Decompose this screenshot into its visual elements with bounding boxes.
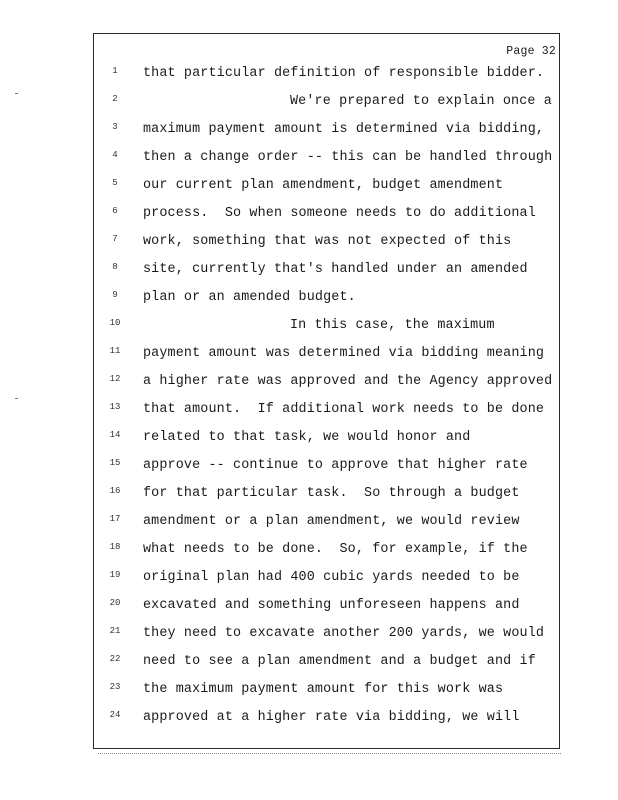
- line-text: original plan had 400 cubic yards needed to be: [143, 570, 520, 585]
- transcript-line: [100, 682, 560, 702]
- line-number: 18: [109, 542, 121, 552]
- line-number: 21: [109, 626, 121, 636]
- line-number: 9: [112, 290, 118, 300]
- transcript-line: [100, 66, 560, 86]
- line-text: process. So when someone needs to do additional: [143, 206, 536, 221]
- line-text: work, something that was not expected of this: [143, 234, 512, 249]
- transcript-line: [100, 178, 560, 198]
- transcript-line: [100, 626, 560, 646]
- line-number: 13: [109, 402, 121, 412]
- line-number: 3: [112, 122, 118, 132]
- transcript-line: [100, 486, 560, 506]
- transcript-line: [100, 318, 560, 338]
- line-text: plan or an amended budget.: [143, 290, 356, 305]
- line-text: our current plan amendment, budget amendment: [143, 178, 504, 193]
- transcript-line: [100, 94, 560, 114]
- line-text: related to that task, we would honor and: [143, 430, 471, 445]
- line-number: 11: [109, 346, 121, 356]
- line-number: 19: [109, 570, 121, 580]
- transcript-line: [100, 206, 560, 226]
- transcript-line: [100, 346, 560, 366]
- transcript-line: [100, 598, 560, 618]
- transcript-line: [100, 290, 560, 310]
- line-text: In this case, the maximum: [290, 318, 495, 333]
- line-text: We're prepared to explain once a: [290, 94, 552, 109]
- line-number: 16: [109, 486, 121, 496]
- transcript-line: [100, 514, 560, 534]
- transcript-line: [100, 654, 560, 674]
- line-text: they need to excavate another 200 yards, we would: [143, 626, 545, 641]
- line-number: 17: [109, 514, 121, 524]
- line-text: then a change order -- this can be handled through: [143, 150, 553, 165]
- line-text: the maximum payment amount for this work was: [143, 682, 504, 697]
- transcript-line: [100, 570, 560, 590]
- transcript-line: [100, 430, 560, 450]
- line-text: that amount. If additional work needs to be done: [143, 402, 545, 417]
- transcript-line: [100, 122, 560, 142]
- margin-mark: [15, 398, 18, 399]
- transcript-line: [100, 374, 560, 394]
- line-number: 12: [109, 374, 121, 384]
- line-number: 4: [112, 150, 118, 160]
- line-text: maximum payment amount is determined via bidding,: [143, 122, 545, 137]
- line-number: 1: [112, 66, 118, 76]
- line-text: what needs to be done. So, for example, if the: [143, 542, 528, 557]
- line-number: 15: [109, 458, 121, 468]
- transcript-line: [100, 402, 560, 422]
- transcript-line: [100, 234, 560, 254]
- line-text: approved at a higher rate via bidding, we will: [143, 710, 520, 725]
- line-text: a higher rate was approved and the Agency approved: [143, 374, 553, 389]
- page-number: Page 32: [506, 45, 556, 58]
- line-number: 24: [109, 710, 121, 720]
- transcript-line: [100, 458, 560, 478]
- line-number: 23: [109, 682, 121, 692]
- transcript-line: [100, 542, 560, 562]
- line-number: 22: [109, 654, 121, 664]
- margin-mark: [15, 93, 18, 94]
- line-text: amendment or a plan amendment, we would review: [143, 514, 520, 529]
- line-text: site, currently that's handled under an amended: [143, 262, 528, 277]
- line-number: 10: [109, 318, 121, 328]
- line-number: 6: [112, 206, 118, 216]
- line-text: excavated and something unforeseen happens and: [143, 598, 520, 613]
- transcript-line: [100, 150, 560, 170]
- line-number: 5: [112, 178, 118, 188]
- line-number: 7: [112, 234, 118, 244]
- line-number: 20: [109, 598, 121, 608]
- line-text: approve -- continue to approve that higher rate: [143, 458, 528, 473]
- line-text: for that particular task. So through a budget: [143, 486, 520, 501]
- line-text: that particular definition of responsible bidder.: [143, 66, 545, 81]
- line-number: 2: [112, 94, 118, 104]
- transcript-line: [100, 262, 560, 282]
- line-number: 8: [112, 262, 118, 272]
- transcript-line: [100, 710, 560, 730]
- line-number: 14: [109, 430, 121, 440]
- line-text: payment amount was determined via bidding meaning: [143, 346, 545, 361]
- line-text: need to see a plan amendment and a budget and if: [143, 654, 536, 669]
